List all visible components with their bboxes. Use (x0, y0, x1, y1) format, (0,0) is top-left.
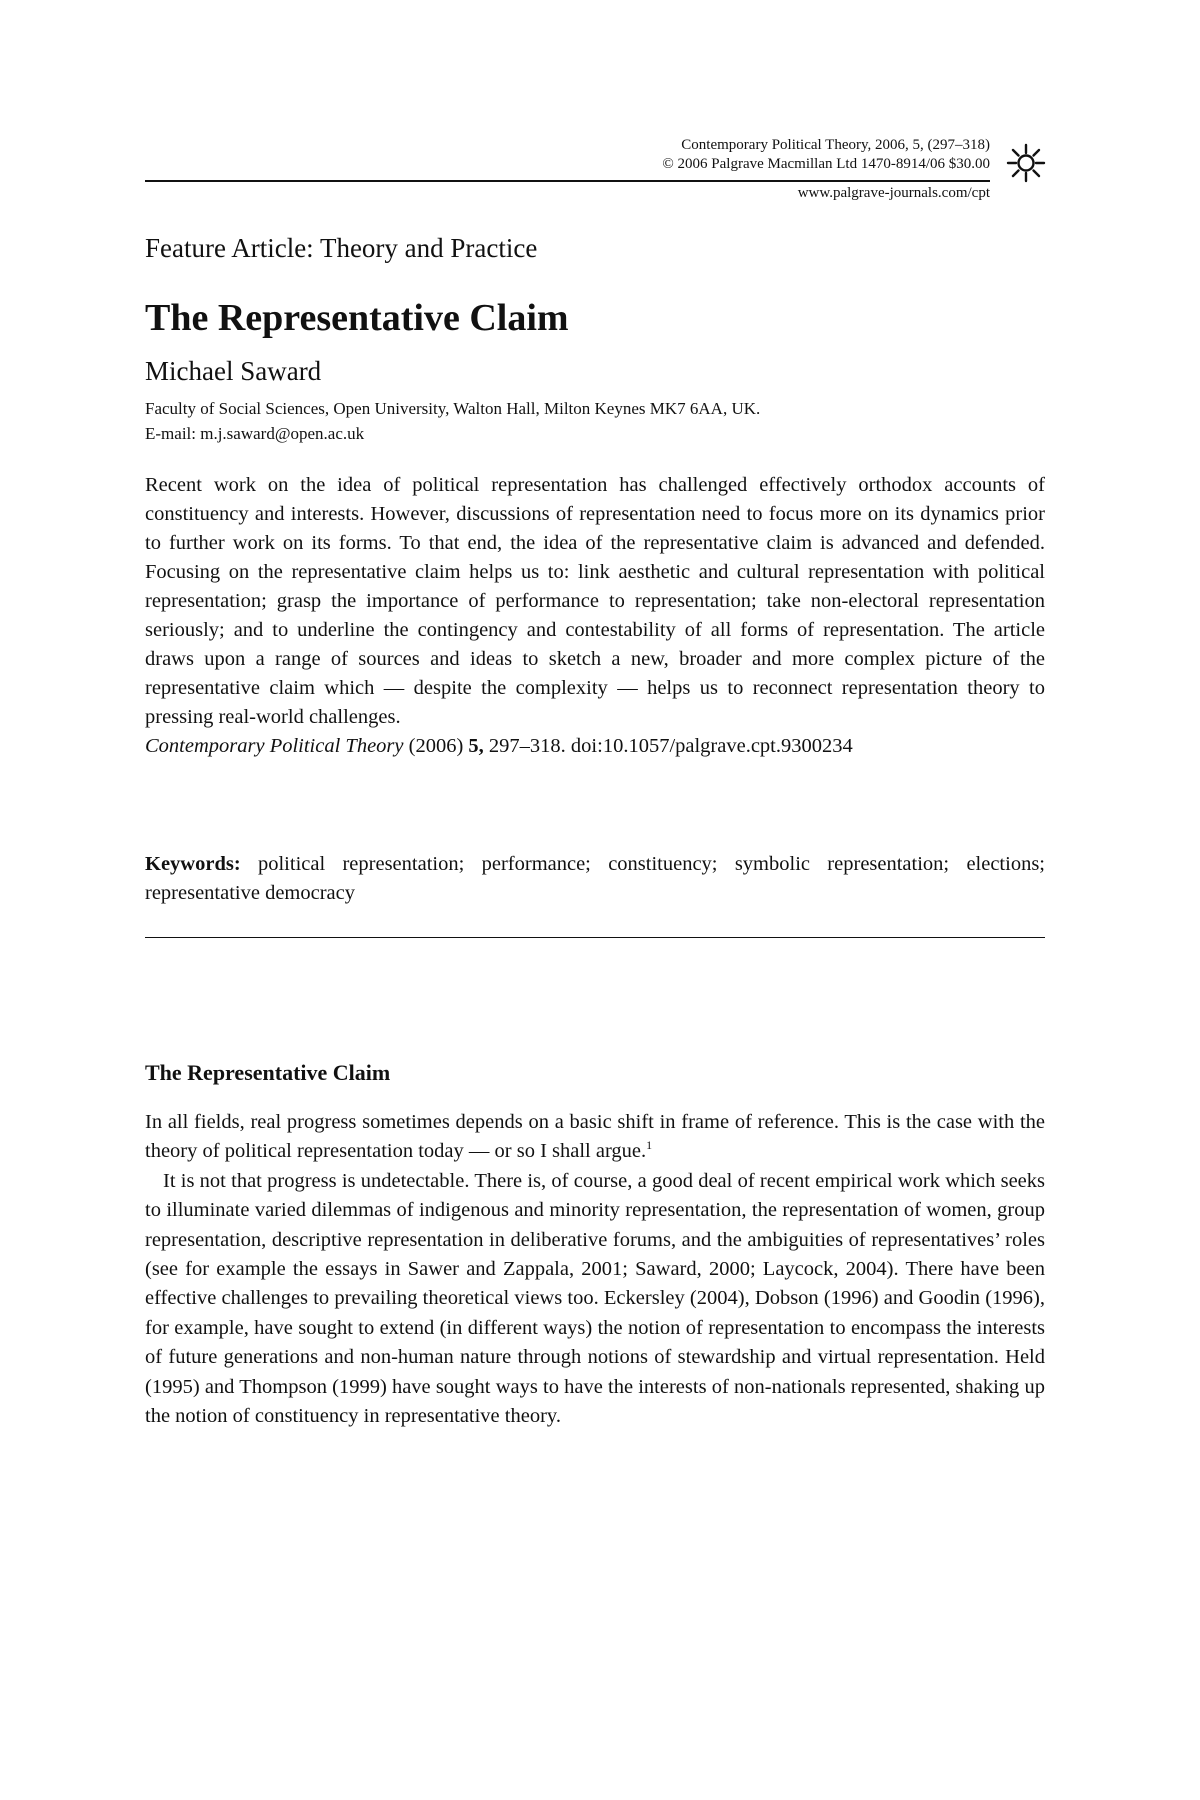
citation-volume: 5, (468, 735, 484, 757)
footnote-marker[interactable]: 1 (646, 1138, 653, 1153)
header-rule (145, 180, 990, 182)
running-head (145, 136, 990, 173)
copyright-line: © 2006 Palgrave Macmillan Ltd 1470-8914/06 $30.00 (662, 155, 990, 172)
paragraph-2: It is not that progress is undetectable. There is, of course, a good deal of recent empirical work which seeks to illuminate varied dilemmas of indigenous and minority representation, the representation of women, group representation, descriptive representation in deliberative forums, and the ambiguities of representatives’ roles (see for example the essays in Sawer and Zappala, 2001; Saward, 2000; Laycock, 2004). There have been effective challenges to prevailing theoretical views too. Eckersley (2004), Dobson (1996) and Goodin (1996), for example, have sought to extend (in different ways) the notion of representation to encompass the interests of future generations and non-human nature through notions of stewardship and virtual representation. Held (1995) and Thompson (1999) have sought ways to have the interests of non-nationals represented, shaking up the notion of constituency in representative theory. (145, 1169, 1045, 1428)
section-heading: The Representative Claim (145, 1060, 391, 1085)
citation-journal: Contemporary Political Theory (145, 735, 404, 757)
citation-pages-doi: 297–318. doi:10.1057/palgrave.cpt.9300234 (488, 735, 853, 757)
abstract-text: Recent work on the idea of political representation has challenged effectively orthodox accounts of constituency and interests. However, discussions of representation need to focus more on its dynamics prior to further work on its forms. To that end, the idea of the representative claim is advanced and defended. Focusing on the representative claim helps us to: link aesthetic and cultural representation with political representation; grasp the importance of performance to representation; take non-electoral representation seriously; and to underline the contingency and contestability of all forms of representation. The article draws upon a range of sources and ideas to sketch a new, broader and more complex picture of the representative claim which — despite the complexity — helps us to reconnect representation theory to pressing real-world challenges. (145, 474, 1045, 728)
article-title: The Representative Claim (145, 297, 569, 339)
author-email[interactable]: E-mail: m.j.saward@open.ac.uk (145, 424, 365, 443)
author-name: Michael Saward (145, 356, 322, 386)
keywords (145, 850, 1045, 908)
abstract (145, 471, 1045, 761)
paragraph-1-text: In all fields, real progress sometimes depends on a basic shift in frame of reference. This is the case with the theory of political representation today — or so I shall argue. (145, 1111, 1045, 1163)
affiliation-address: Faculty of Social Sciences, Open University, Walton Hall, Milton Keynes MK7 6AA, UK. (145, 399, 761, 418)
keywords-list: political representation; performance; constituency; symbolic representation; elections; representative democracy (145, 853, 1045, 904)
journal-citation-line: Contemporary Political Theory, 2006, 5, (297–318) (681, 137, 990, 153)
palgrave-sun-icon (1005, 142, 1047, 184)
paragraph-1 (145, 1108, 1045, 1167)
citation-year: (2006) (408, 735, 464, 757)
author-affiliation (145, 396, 760, 446)
abstract-divider (145, 937, 1045, 938)
section-label: Feature Article: Theory and Practice (145, 233, 538, 263)
article-citation (145, 732, 1045, 761)
keywords-label: Keywords: (145, 853, 241, 875)
body-text (145, 1108, 1045, 1431)
journal-url[interactable]: www.palgrave-journals.com/cpt (797, 185, 990, 201)
